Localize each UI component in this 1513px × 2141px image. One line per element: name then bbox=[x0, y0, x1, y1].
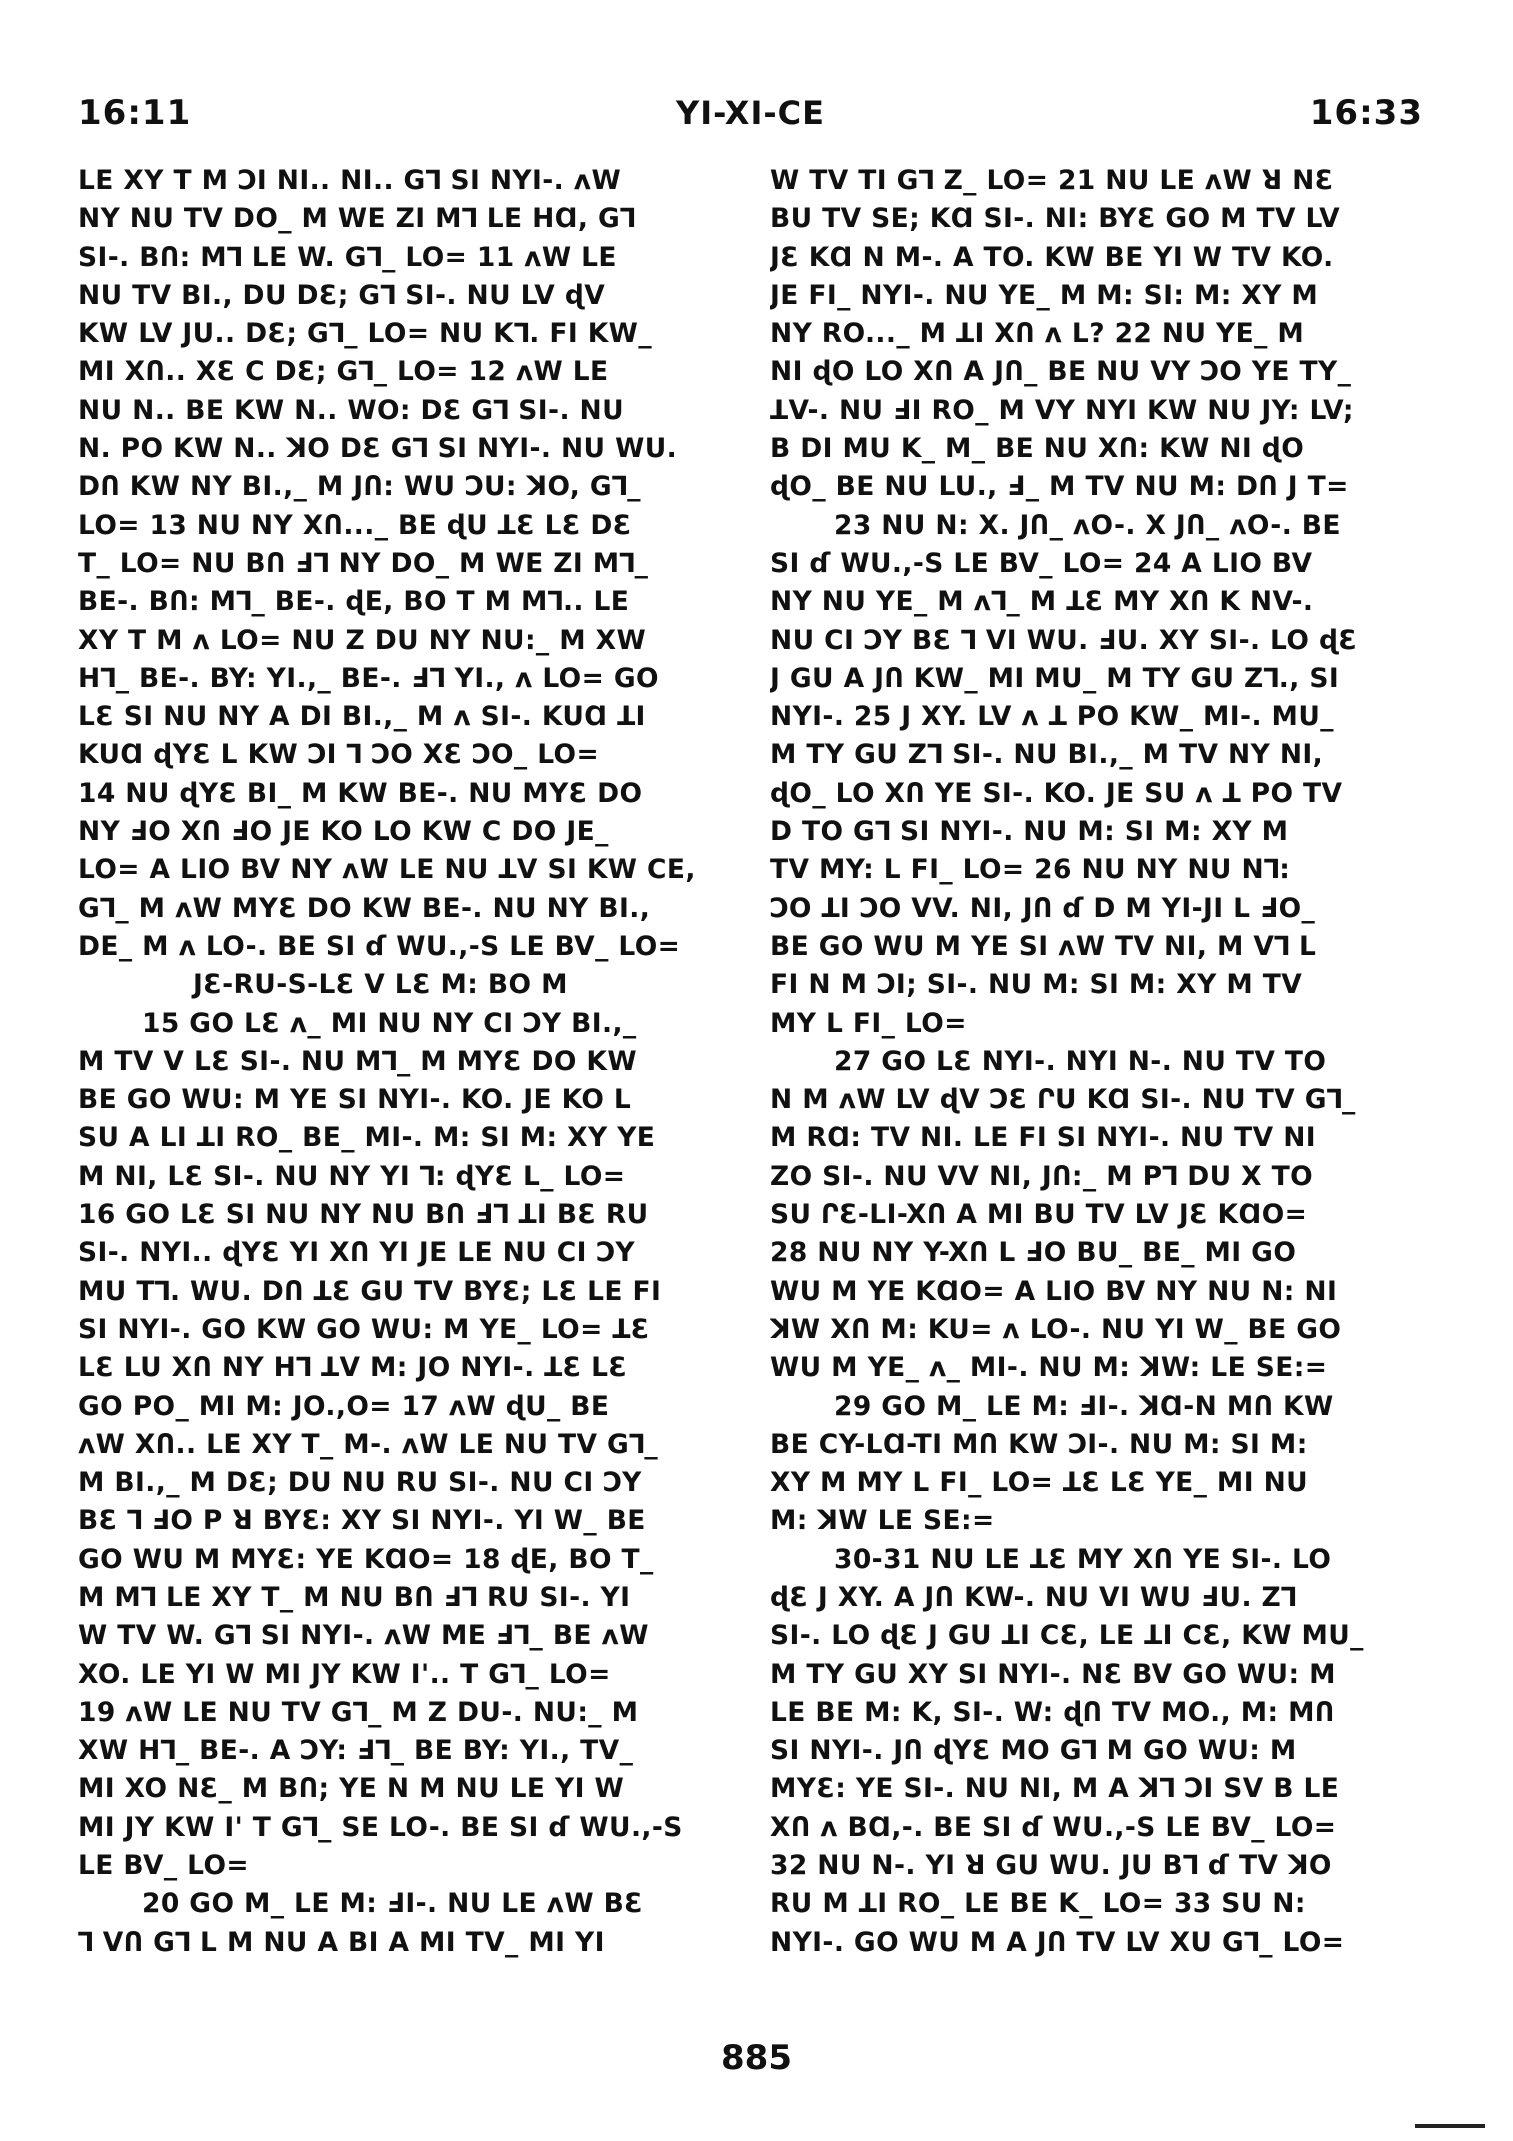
text-line: B DI MU K_ M_ BE NU XՈ: KW NI ɖO bbox=[770, 433, 1305, 465]
text-line: 15 GO LƐ ʌ_ MI NU NY CI ϽY BI.,_ bbox=[142, 1007, 637, 1039]
text-line: KUⱭ ɖYƐ L KW ϽI ⅂ ϽO XƐ ϽO_ LO= bbox=[78, 739, 600, 771]
text-line: M TY GU XY SI NYI-. NƐ BV GO WU: M bbox=[770, 1658, 1336, 1690]
page-footer bbox=[0, 2038, 1513, 2078]
text-line: XY M MY L FI_ LO= ꓕƐ LƐ YE_ MI NU bbox=[770, 1467, 1309, 1499]
text-line: RU M ꓕI RO_ LE BE K_ LO= 33 SU N: bbox=[770, 1888, 1306, 1920]
text-line: N. PO KW N.. ꓘO DƐ G⅂ SI NYI-. NU WU. bbox=[78, 433, 678, 465]
text-line: 20 GO M_ LE M: ꓞI-. NU LE ʌW BƐ bbox=[142, 1888, 644, 1920]
text-line: LE BV_ LO= bbox=[78, 1850, 249, 1882]
text-line: XO. LE YI W MI JY KW I'.. T G⅂_ LO= bbox=[78, 1658, 611, 1690]
text-line: BE-. BՈ: M⅂_ BE-. ɖE, BO T M M⅂.. LE bbox=[78, 586, 630, 618]
text-line: LƐ SI NU NY A DI BI.,_ M ʌ SI-. KUⱭ ꓕI bbox=[78, 701, 646, 733]
text-line: DՈ KW NY BI.,_ M JՈ: WU ϽU: ꓘO, G⅂_ bbox=[78, 471, 641, 503]
text-line: BE GO WU M YE SI ʌW TV NI, M V⅂ L bbox=[770, 930, 1317, 962]
text-line: SI-. BՈ: M⅂ LE W. G⅂_ LO= 11 ʌW LE bbox=[78, 241, 617, 273]
text-line: D TO G⅂ SI NYI-. NU M: SI M: XY M bbox=[770, 816, 1289, 848]
text-line: NY NU YE_ M ʌ⅂_ M ꓕƐ MY XՈ K NV-. bbox=[770, 586, 1314, 618]
text-line: M RⱭ: TV NI. LE FI SI NYI-. NU TV NI bbox=[770, 1122, 1317, 1154]
text-line: NI ɖO LO XՈ A JՈ_ BE NU VY ϽO YE TY_ bbox=[770, 356, 1352, 388]
text-line: BE CY-LⱭ-TI MՈ KW ϽI-. NU M: SI M: bbox=[770, 1428, 1308, 1460]
text-line: 32 NU N-. YI ꓤ GU WU. JU B⅂ ɗ TV ꓘO bbox=[770, 1850, 1332, 1882]
text-line: ZO SI-. NU VV NI, JՈ:_ M P⅂ DU X TO bbox=[770, 1160, 1314, 1192]
text-line: XՈ ʌ BⱭ,-. BE SI ɗ WU.,-S LE BV_ LO= bbox=[770, 1811, 1337, 1843]
text-line: BƐ ⅂ ꓞO P ꓤ BYƐ: XY SI NYI-. YI W_ BE bbox=[78, 1505, 646, 1537]
text-line: SU ՐƐ-LI-XՈ A MI BU TV LV JƐ KⱭO= bbox=[770, 1199, 1308, 1231]
header-right-reference: 16:33 bbox=[1309, 93, 1423, 133]
text-line: ꓕV-. NU ꓞI RO_ M VY NYI KW NU JY: LV; bbox=[770, 394, 1354, 426]
text-line: MI XՈ.. XƐ C DƐ; G⅂_ LO= 12 ʌW LE bbox=[78, 356, 609, 388]
text-line: MI JY KW I' T G⅂_ SE LO-. BE SI ɗ WU.,-S bbox=[78, 1811, 683, 1843]
text-line: LE XY T M ϽI NI.. NI.. G⅂ SI NYI-. ʌW bbox=[78, 165, 622, 196]
text-line: JƐ KⱭ N M-. A TO. KW BE YI W TV KO. bbox=[770, 241, 1334, 273]
text-line: ɖƐ J XY. A JՈ KW-. NU VI WU ꓞU. Z⅂ bbox=[770, 1581, 1297, 1613]
text-line: ꓘW XՈ M: KU= ʌ LO-. NU YI W_ BE GO bbox=[770, 1313, 1342, 1345]
left-column bbox=[78, 162, 726, 1962]
text-line: GO PO_ MI M: JO.,O= 17 ʌW ɖU_ BE bbox=[78, 1390, 610, 1422]
text-line: M TV V LƐ SI-. NU M⅂_ M MYƐ DO KW bbox=[78, 1045, 637, 1077]
text-line: NYI-. GO WU M A JՈ TV LV XU G⅂_ LO= bbox=[770, 1926, 1345, 1958]
right-column bbox=[770, 162, 1418, 1962]
text-line: LO= A LIO BV NY ʌW LE NU ꓕV SI KW CE, bbox=[78, 854, 696, 886]
text-line: XY T M ʌ LO= NU Z DU NY NU:_ M XW bbox=[78, 624, 647, 656]
text-line: H⅂_ BE-. BY: YI.,_ BE-. ꓞ⅂ YI., ʌ LO= GO bbox=[78, 662, 659, 694]
text-line: MU T⅂. WU. DՈ ꓕƐ GU TV BYƐ; LƐ LE FI bbox=[78, 1275, 662, 1307]
text-line: 19 ʌW LE NU TV G⅂_ M Z DU-. NU:_ M bbox=[78, 1696, 639, 1728]
text-line: M M⅂ LE XY T_ M NU BՈ ꓞ⅂ RU SI-. YI bbox=[78, 1581, 631, 1613]
text-line: DE_ M ʌ LO-. BE SI ɗ WU.,-S LE BV_ LO= bbox=[78, 930, 681, 962]
text-line: J GU A JՈ KW_ MI MU_ M TY GU Z⅂., SI bbox=[770, 662, 1340, 694]
text-line: BE GO WU: M YE SI NYI-. KO. JE KO L bbox=[78, 1084, 632, 1116]
text-line: ϽO ꓕI ϽO VV. NI, JՈ ɗ D M YI-JI L ꓞO_ bbox=[770, 892, 1316, 924]
text-line: SI NYI-. GO KW GO WU: M YE_ LO= ꓕƐ bbox=[78, 1313, 650, 1345]
page-number: 885 bbox=[721, 2038, 792, 2078]
text-line: M: ꓘW LE SE:= bbox=[770, 1505, 995, 1537]
text-line: WU M YE KⱭO= A LIO BV NY NU N: NI bbox=[770, 1275, 1338, 1307]
text-line: 29 GO M_ LE M: ꓞI-. ꓘⱭ-N MՈ KW bbox=[834, 1390, 1334, 1422]
text-line: ʌW XՈ.. LE XY T_ M-. ʌW LE NU TV G⅂_ bbox=[78, 1428, 659, 1460]
text-line: ɖO_ BE NU LU., ꓞ_ M TV NU M: DՈ J T= bbox=[770, 471, 1349, 503]
text-line: TV MY: L FI_ LO= 26 NU NY NU N⅂: bbox=[770, 854, 1291, 886]
text-line: G⅂_ M ʌW MYƐ DO KW BE-. NU NY BI., bbox=[78, 892, 651, 924]
text-line: XW H⅂_ BE-. A ϽY: ꓞ⅂_ BE BY: YI., TV_ bbox=[78, 1735, 634, 1767]
header-left-reference: 16:11 bbox=[78, 93, 192, 133]
text-line: LO= 13 NU NY XՈ..._ BE ɖU ꓕƐ LƐ DƐ bbox=[78, 509, 632, 541]
text-line: M NI, LƐ SI-. NU NY YI ⅂: ɖYƐ L_ LO= bbox=[78, 1160, 626, 1192]
text-line: 14 NU ɖYƐ BI_ M KW BE-. NU MYƐ DO bbox=[78, 777, 643, 809]
text-line: MYƐ: YE SI-. NU NI, M A ꓘ⅂ ϽI SV B LE bbox=[770, 1773, 1340, 1805]
text-line: SI NYI-. JՈ ɖYƐ MO G⅂ M GO WU: M bbox=[770, 1735, 1297, 1767]
text-line: MI XO NƐ_ M BՈ; YE N M NU LE YI W bbox=[78, 1773, 625, 1805]
text-line: WU M YE_ ʌ_ MI-. NU M: ꓘW: LE SE:= bbox=[770, 1352, 1328, 1384]
text-line: 27 GO LƐ NYI-. NYI N-. NU TV TO bbox=[834, 1045, 1327, 1077]
text-line: KW LV JU.. DƐ; G⅂_ LO= NU K⅂. FI KW_ bbox=[78, 318, 652, 350]
text-line: GO WU M MYƐ: YE KⱭO= 18 ɖE, BO T_ bbox=[78, 1543, 654, 1575]
text-line: SI-. NYI.. ɖYƐ YI XՈ YI JE LE NU CI ϽY bbox=[78, 1237, 636, 1269]
text-line: W TV W. G⅂ SI NYI-. ʌW ME ꓞ⅂_ BE ʌW bbox=[78, 1620, 649, 1652]
section-heading: JƐ-RU-S-LƐ V LƐ M: BO M bbox=[193, 969, 568, 1001]
text-line: SI ɗ WU.,-S LE BV_ LO= 24 A LIO BV bbox=[770, 547, 1313, 579]
text-line: 23 NU N: X. JՈ_ ʌO-. X JՈ_ ʌO-. BE bbox=[834, 509, 1341, 541]
text-line: NU CI ϽY BƐ ⅂ VI WU. ꓞU. XY SI-. LO ɖƐ bbox=[770, 624, 1358, 656]
text-line: NY ꓞO XՈ ꓞO JE KO LO KW C DO JE_ bbox=[78, 816, 609, 848]
text-line: JE FI_ NYI-. NU YE_ M M: SI: M: XY M bbox=[770, 279, 1319, 311]
text-line: FI N M ϽI; SI-. NU M: SI M: XY M TV bbox=[770, 969, 1303, 1001]
text-line: W TV TI G⅂ Z_ LO= 21 NU LE ʌW ꓤ NƐ bbox=[770, 165, 1334, 196]
text-line: T_ LO= NU BՈ ꓞ⅂ NY DO_ M WE ZI M⅂_ bbox=[78, 547, 649, 579]
text-line: NY NU TV DO_ M WE ZI M⅂ LE HⱭ, G⅂ bbox=[78, 203, 636, 235]
text-line: 30-31 NU LE ꓕƐ MY XՈ YE SI-. LO bbox=[834, 1543, 1332, 1575]
book-title: YI-XI-CE bbox=[676, 94, 825, 132]
text-line: NYI-. 25 J XY. LV ʌ ꓕ PO KW_ MI-. MU_ bbox=[770, 701, 1334, 733]
text-line: NU TV BI., DU DƐ; G⅂ SI-. NU LV ɖV bbox=[78, 279, 606, 311]
text-line: NU N.. BE KW N.. WO: DƐ G⅂ SI-. NU bbox=[78, 394, 625, 426]
text-line: SU A LI ꓕI RO_ BE_ MI-. M: SI M: XY YE bbox=[78, 1122, 656, 1154]
text-line: BU TV SE; KⱭ SI-. NI: BYƐ GO M TV LV bbox=[770, 203, 1341, 235]
text-line: ⅂ VՈ G⅂ L M NU A BI A MI TV_ MI YI bbox=[78, 1926, 605, 1958]
text-line: ɖO_ LO XՈ YE SI-. KO. JE SU ʌ ꓕ PO TV bbox=[770, 777, 1343, 809]
text-line: SI-. LO ɖƐ J GU ꓕI CƐ, LE ꓕI CƐ, KW MU_ bbox=[770, 1620, 1364, 1652]
text-line: 28 NU NY Y-XՈ L ꓞO BU_ BE_ MI GO bbox=[770, 1237, 1297, 1269]
text-line: LƐ LU XՈ NY H⅂ ꓕV M: JO NYI-. ꓕƐ LƐ bbox=[78, 1352, 628, 1384]
edge-mark bbox=[1415, 2124, 1485, 2128]
text-line: NY RO..._ M ꓕI XՈ ʌ L? 22 NU YE_ M bbox=[770, 318, 1305, 350]
text-line: M BI.,_ M DƐ; DU NU RU SI-. NU CI ϽY bbox=[78, 1467, 642, 1499]
page-header bbox=[78, 90, 1423, 136]
text-line: LE BE M: K, SI-. W: ɖՈ TV MO., M: MՈ bbox=[770, 1696, 1335, 1728]
text-line: N M ʌW LV ɖV ϽƐ ՐU KⱭ SI-. NU TV G⅂_ bbox=[770, 1084, 1356, 1116]
text-line: M TY GU Z⅂ SI-. NU BI.,_ M TV NY NI, bbox=[770, 739, 1324, 771]
text-line: 16 GO LƐ SI NU NY NU BՈ ꓞ⅂ ꓕI BƐ RU bbox=[78, 1199, 649, 1231]
text-line: MY L FI_ LO= bbox=[770, 1007, 967, 1039]
